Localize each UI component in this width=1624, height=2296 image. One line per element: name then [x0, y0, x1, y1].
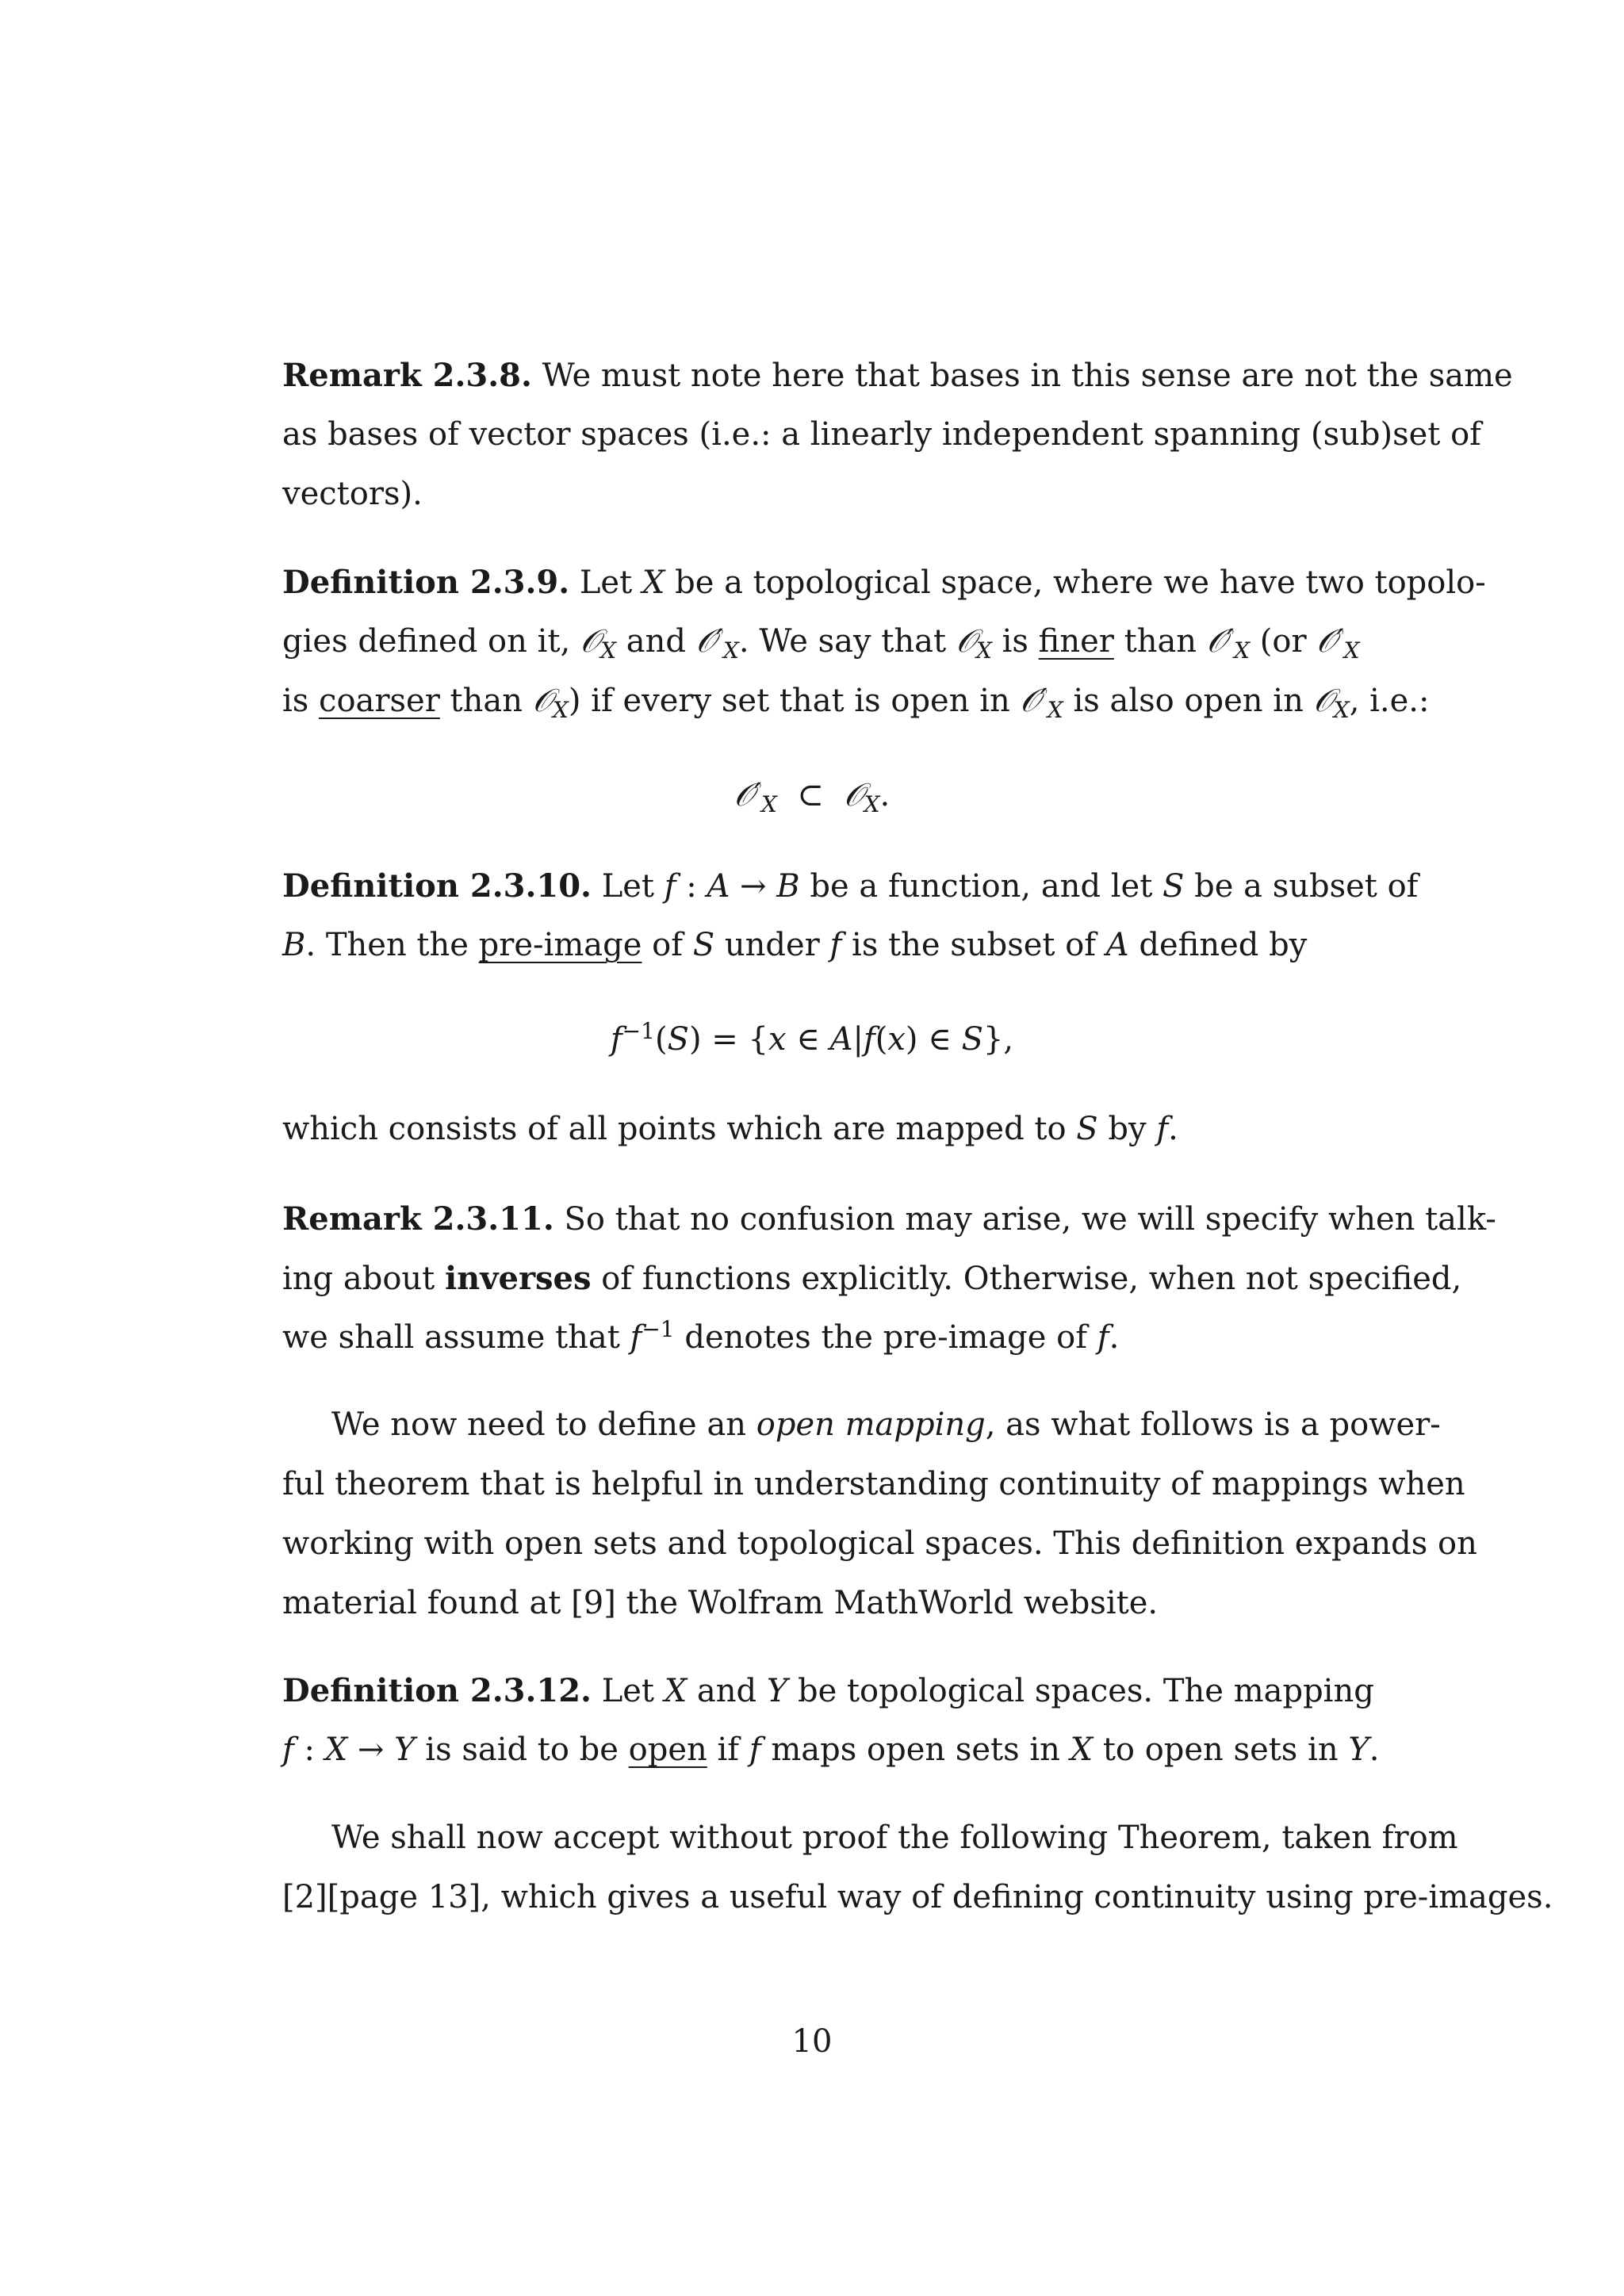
definition-2-3-12: Definition 2.3.12. Let X and Y be topological spaces. The mapping f : X → Y is said to be open if f maps open sets in X to open sets in Y.: [282, 1672, 1380, 1768]
page-number: 10: [791, 2023, 833, 2060]
definition-2-3-9: Definition 2.3.9. Let X be a topological space, where we have two topolo- gies defined on it, 𝒪$_X$ and $𝒪'_X$. We say that 𝒪$_X$ is finer than $𝒪'_X$ (or $𝒪'_X$ is coarser than 𝒪$_X$) if every set that is open in $𝒪'_X$ is also open in 𝒪$_X$, i.e.:: [282, 564, 1486, 723]
equation-pre-image: $f^{-1}(S) = \{x$ ∈ A|f(x) ∈ S},: [610, 1018, 1014, 1058]
paragraph-theorem: We shall now accept without proof the following Theorem, taken from [2][page 13], which gives a useful way of defining continuity using pre-images.: [282, 1820, 1553, 1915]
paragraph-open-mapping: We now need to define an open mapping, as what follows is a power- ful theorem that is helpful in understanding continuity of mappings when working with open sets and topological spaces. This definition expands on material found at [9] the Wolfram MathWorld website.: [282, 1406, 1477, 1621]
term-finer: finer: [1038, 623, 1114, 660]
term-open: open: [628, 1732, 707, 1768]
term-coarser: coarser: [319, 683, 440, 719]
definition-2-3-10: Definition 2.3.10. Let f : A → B be a function, and let S be a subset of B. Then the pre-image of S under f is the subset of A defined by: [282, 867, 1419, 963]
equation-finer-subset: $𝒪'_X$ ⊂ 𝒪$_X$.: [733, 777, 891, 817]
definition-2-3-10-tail: which consists of all points which are mapped to S by f.: [282, 1111, 1178, 1147]
term-pre-image: pre-image: [478, 927, 642, 963]
remark-2-3-11: Remark 2.3.11. So that no confusion may arise, we will specify when talk- ing about inverses of functions explicitly. Otherwise, when not specified, we shall assume that $f^{-1}$ denotes the pre-image of f.: [282, 1200, 1496, 1356]
remark-2-3-8: Remark 2.3.8. We must note here that bases in this sense are not the same as bases of vector spaces (i.e.: a linearly independent spanning (sub)set of vectors).: [282, 357, 1513, 512]
